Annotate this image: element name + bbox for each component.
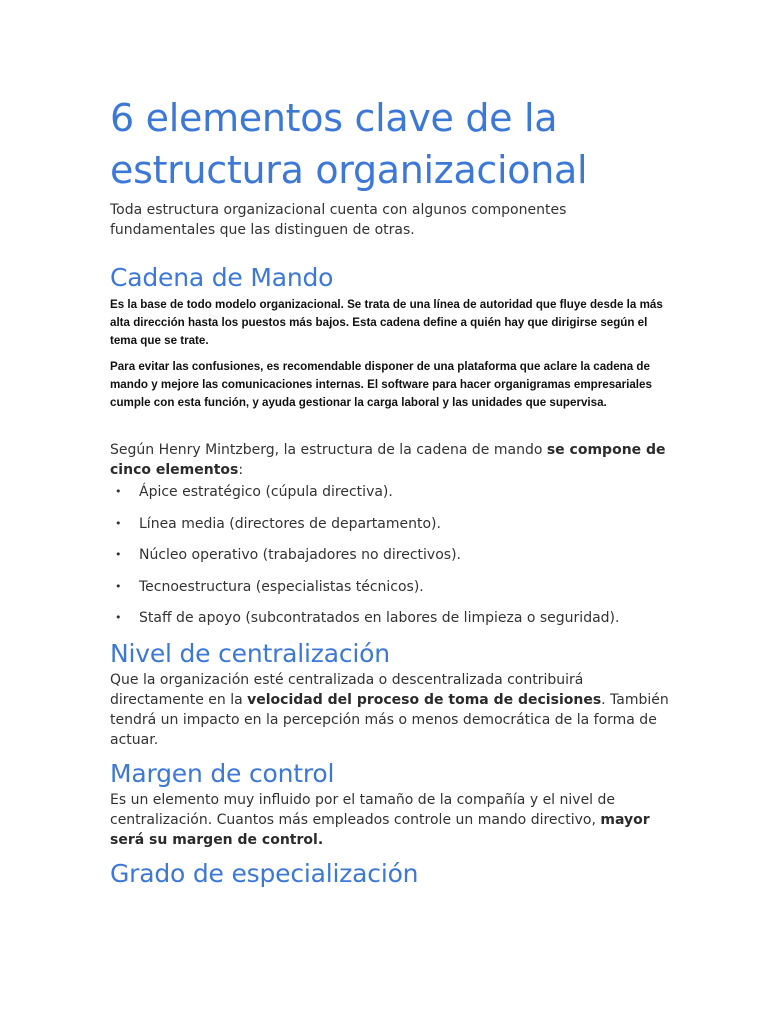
nivel-text-end: . También tendrá un impacto en la percepción más o menos democrática de la forma de actuar. (110, 692, 669, 748)
cadena-paragraph-2: Para evitar las confusiones, es recomendable disponer de una plataforma que aclare la cadena de mando y mejore las comunicaciones internas. El software para hacer organigramas empresariales cumple con esta función, y ayuda gestionar la carga laboral y las unidades que supervisa. (110, 360, 652, 409)
list-item-text: Línea media (directores de departamento). (139, 515, 441, 532)
bullet-icon: • (115, 516, 122, 530)
list-item-text: Tecnoestructura (especialistas técnicos). (139, 578, 424, 595)
mintzberg-colon: : (238, 462, 244, 478)
document-page (110, 92, 670, 890)
mintzberg-text: Según Henry Mintzberg, la estructura de la cadena de mando (110, 442, 547, 458)
list-item (110, 545, 670, 565)
heading-nivel-de-centralizacion: Nivel de centralización (110, 639, 390, 668)
nivel-text-start: Que la organización esté centralizada o descentralizada contribuirá directamente en la (110, 672, 584, 708)
nivel-text-bold: velocidad del proceso de toma de decisiones (247, 692, 602, 708)
list-item (110, 608, 670, 628)
bullet-icon: • (115, 611, 122, 624)
heading-margen-de-control: Margen de control (110, 759, 335, 788)
bullet-icon: • (115, 548, 122, 561)
heading-cadena-de-mando: Cadena de Mando (110, 263, 334, 292)
margen-text-bold: mayor será su margen de control. (110, 812, 650, 848)
list-item (110, 577, 670, 597)
list-item (110, 514, 670, 534)
list-item-text: Núcleo operativo (trabajadores no directivos). (139, 547, 461, 563)
list-item (110, 482, 670, 502)
mintzberg-bold: se compone de cinco elementos (110, 442, 666, 478)
nivel-paragraph (110, 670, 670, 750)
list-item-text: Ápice estratégico (cúpula directiva). (139, 484, 393, 500)
margen-paragraph (110, 790, 670, 850)
heading-grado-de-especializacion: Grado de especialización (110, 859, 419, 888)
list-item-text: Staff de apoyo (subcontratados en labores de limpieza o seguridad). (139, 610, 620, 626)
page-title: 6 elementos clave de la estructura organizacional (110, 96, 588, 192)
bullet-icon: • (115, 485, 122, 498)
mintzberg-paragraph (110, 440, 670, 480)
cadena-paragraph-1: Es la base de todo modelo organizacional. Se trata de una línea de autoridad que fluye desde la más alta dirección hasta los puestos más bajos. Esta cadena define a quién hay que dirigirse según el tema que se trate. (110, 298, 663, 347)
bullet-icon: • (115, 579, 122, 593)
margen-text-start: Es un elemento muy influido por el tamaño de la compañía y el nivel de centralización. Cuantos más empleados controle un mando directivo, (110, 792, 616, 828)
elements-list (110, 482, 670, 628)
intro-paragraph: Toda estructura organizacional cuenta con algunos componentes fundamentales que las distinguen de otras. (110, 202, 567, 238)
